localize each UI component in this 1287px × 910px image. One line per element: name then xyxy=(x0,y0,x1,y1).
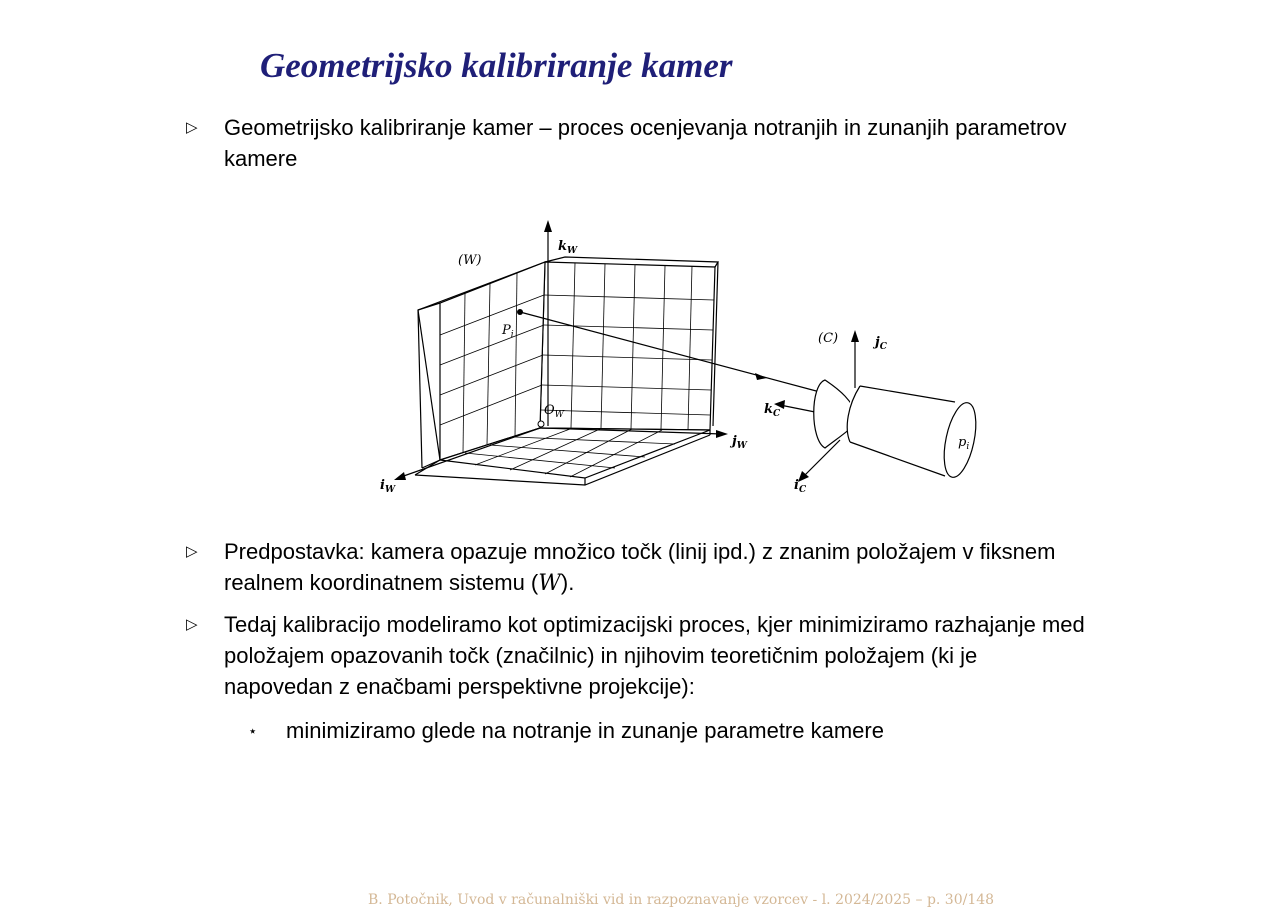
bullet-1 xyxy=(186,112,1086,174)
bullet-marker: ▷ xyxy=(186,543,198,560)
ow-origin-label: $O_W$ xyxy=(544,403,564,420)
sub-bullet-1 xyxy=(248,715,1088,746)
pi-point-label: $P_i$ xyxy=(502,323,514,340)
bullet-2 xyxy=(186,536,1086,599)
jw-axis-label: $j_W$ xyxy=(732,434,747,451)
bullet-marker: ▷ xyxy=(186,119,198,136)
jc-axis-label: $j_C$ xyxy=(875,335,887,352)
camera-frame-label: (C) xyxy=(818,331,839,346)
bullet-2-text: Predpostavka: kamera opazuje množico točk (linij ipd.) z znanim položajem v fiksnem realnem koordinatnem sistemu (W). xyxy=(224,539,1056,596)
math-w: W xyxy=(538,571,561,596)
image-point-label: $p_i$ xyxy=(958,435,970,452)
calibration-figure xyxy=(370,210,990,505)
ic-axis-label: $i_C$ xyxy=(794,478,807,495)
slide-footer: B. Potočnik, Uvod v računalniški vid in razpoznavanje vzorcev - l. 2024/2025 – p. 30/148 xyxy=(368,892,995,908)
iw-axis-label: $i_W$ xyxy=(380,478,396,495)
kw-axis-label: $k_W$ xyxy=(558,239,578,256)
sub-bullet-1-text: minimiziramo glede na notranje in zunanje parametre kamere xyxy=(286,718,884,743)
bullet-1-text: Geometrijsko kalibriranje kamer – proces ocenjevanja notranjih in zunanjih parametrov kamere xyxy=(224,115,1067,171)
world-frame-label: (W) xyxy=(458,253,482,268)
bullet-3-text: Tedaj kalibracijo modeliramo kot optimizacijski proces, kjer minimiziramo razhajanje med položajem opazovanih točk (značilnic) in njihovim teoretičnim položajem (ki je napovedan z enačbami perspektivne projekcije): xyxy=(224,612,1085,699)
sub-bullet-marker: ⋆ xyxy=(248,723,258,740)
kc-axis-label: $k_C$ xyxy=(764,402,781,419)
slide-title: Geometrijsko kalibriranje kamer xyxy=(260,46,733,85)
bullet-marker: ▷ xyxy=(186,616,198,633)
bullet-3 xyxy=(186,609,1086,702)
